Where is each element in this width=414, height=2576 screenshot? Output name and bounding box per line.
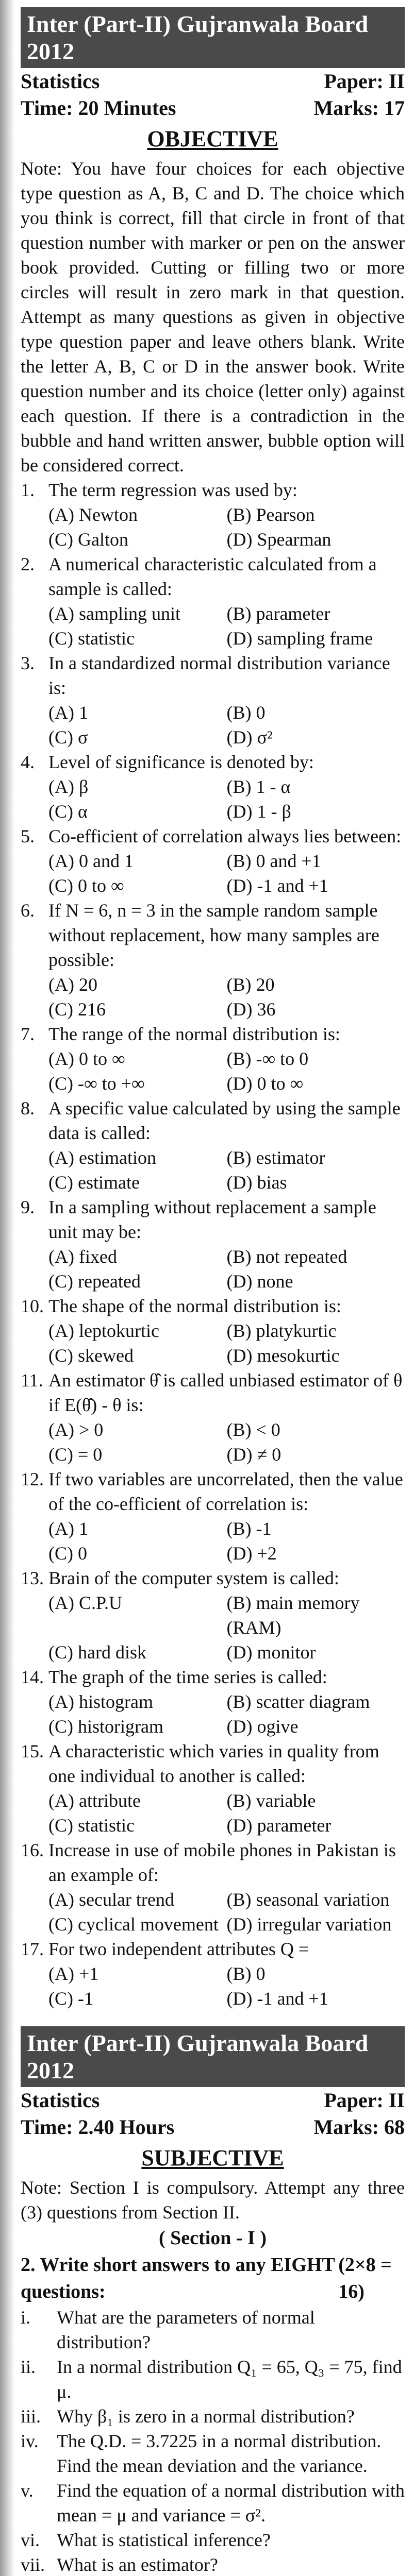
short-question-item bbox=[21, 2354, 405, 2404]
section-title: OBJECTIVE bbox=[147, 126, 278, 151]
short-question-item bbox=[21, 2429, 405, 2478]
item-text: What are the parameters of normal distribution? bbox=[57, 2307, 315, 2352]
question-text: In a standardized normal distribution variance is: bbox=[48, 653, 390, 698]
option: (D) Spearman bbox=[226, 529, 332, 550]
question-text: The graph of the time series is called: bbox=[48, 1667, 327, 1687]
option: (C) historigram bbox=[48, 1716, 163, 1737]
mcq-options bbox=[48, 1417, 405, 1467]
question-number: 12. bbox=[21, 1469, 44, 1489]
option: (A) fixed bbox=[48, 1246, 117, 1267]
marks-allocation: (2×8 = 16) bbox=[338, 2254, 392, 2302]
mcq-question bbox=[21, 651, 405, 700]
option: (C) 0 bbox=[48, 1543, 87, 1564]
question-number: 2. bbox=[21, 2254, 36, 2276]
instructions-note: Note: Section I is compulsory. Attempt any three (3) questions from Section II. bbox=[21, 2177, 405, 2223]
option: (B) variable bbox=[226, 1790, 316, 1811]
mcq-question bbox=[21, 1195, 405, 1244]
spacer bbox=[21, 2011, 405, 2026]
question-text: Level of significance is denoted by: bbox=[48, 752, 314, 772]
option: (D) monitor bbox=[226, 1642, 316, 1663]
option: (B) < 0 bbox=[226, 1419, 280, 1440]
option: (C) α bbox=[48, 801, 88, 822]
question-text: The shape of the normal distribution is: bbox=[48, 1296, 341, 1316]
paper-header: Inter (Part-II) Gujranwala Board 2012 bbox=[21, 7, 405, 68]
paper-label: Paper: II bbox=[324, 70, 405, 93]
option: (A) > 0 bbox=[48, 1419, 104, 1440]
option: (D) ≠ 0 bbox=[226, 1444, 281, 1465]
option: (D) parameter bbox=[226, 1815, 332, 1836]
item-text: Why β₁ is zero in a normal distribution? bbox=[57, 2406, 355, 2427]
mcq-options bbox=[48, 502, 405, 552]
subject-label: Statistics bbox=[21, 70, 100, 93]
option: (A) estimation bbox=[48, 1147, 156, 1168]
mcq-options bbox=[48, 972, 405, 1022]
option: (D) ogive bbox=[226, 1716, 299, 1737]
time-row bbox=[21, 2114, 405, 2141]
question-number: 4. bbox=[21, 752, 35, 772]
option: (A) 20 bbox=[48, 974, 97, 995]
option: (A) histogram bbox=[48, 1691, 153, 1712]
mcq-options bbox=[48, 1590, 405, 1665]
question-text: The range of the normal distribution is: bbox=[48, 1024, 340, 1044]
option: (D) none bbox=[226, 1271, 293, 1292]
mcq-question bbox=[21, 824, 405, 849]
mcq-question bbox=[21, 1566, 405, 1590]
option: (B) -∞ to 0 bbox=[226, 1048, 309, 1069]
mcq-options bbox=[48, 1516, 405, 1566]
option: (D) -1 and +1 bbox=[226, 1988, 328, 2009]
short-question-item bbox=[21, 2478, 405, 2528]
option: (C) statistic bbox=[48, 628, 135, 649]
option: (A) 0 and 1 bbox=[48, 851, 134, 871]
option: (C) -1 bbox=[48, 1988, 93, 2009]
option: (B) not repeated bbox=[226, 1246, 347, 1267]
option: (B) seasonal variation bbox=[226, 1889, 390, 1910]
option: (D) -1 and +1 bbox=[226, 875, 328, 896]
question-text: Brain of the computer system is called: bbox=[48, 1568, 339, 1588]
question-number: 1. bbox=[21, 480, 35, 500]
option: (B) 0 bbox=[226, 1963, 266, 1984]
mcq-options bbox=[48, 700, 405, 750]
mcq-options bbox=[48, 774, 405, 824]
question-text: The term regression was used by: bbox=[48, 480, 297, 500]
item-text: Find the equation of a normal distribution with mean = μ and variance = σ². bbox=[57, 2480, 405, 2526]
mcq-options bbox=[48, 1689, 405, 1739]
paper-header: Inter (Part-II) Gujranwala Board 2012 bbox=[21, 2026, 405, 2087]
mcq-question bbox=[21, 1739, 405, 1788]
short-question-item bbox=[21, 2552, 405, 2576]
question-text: A characteristic which varies in quality from one individual to another is called: bbox=[48, 1741, 379, 1786]
item-text: What is statistical inference? bbox=[57, 2530, 271, 2550]
option: (C) 216 bbox=[48, 999, 106, 1020]
option: (D) sampling frame bbox=[226, 628, 373, 649]
mcq-question bbox=[21, 898, 405, 972]
mcq-question bbox=[21, 750, 405, 774]
question-text: A specific value calculated by using the sample data is called: bbox=[48, 1098, 401, 1143]
mcq-question bbox=[21, 1368, 405, 1417]
mcq-options bbox=[48, 1145, 405, 1195]
item-number: iv. bbox=[21, 2431, 39, 2451]
question-text: Write short answers to any EIGHT questions: bbox=[21, 2254, 335, 2302]
option: (D) +2 bbox=[226, 1543, 277, 1564]
page-edge-shadow bbox=[0, 0, 14, 2576]
mcq-options bbox=[48, 1961, 405, 2011]
option: (D) σ² bbox=[226, 727, 273, 748]
option: (B) main memory (RAM) bbox=[226, 1592, 360, 1638]
question-number: 13. bbox=[21, 1568, 44, 1588]
question-number: 6. bbox=[21, 900, 35, 921]
section-title: SUBJECTIVE bbox=[141, 2145, 284, 2171]
subject-label: Statistics bbox=[21, 2089, 100, 2112]
option: (B) platykurtic bbox=[226, 1320, 337, 1341]
question-number: 15. bbox=[21, 1741, 44, 1761]
section-one-heading: ( Section - I ) bbox=[159, 2227, 267, 2249]
option: (A) 1 bbox=[48, 1518, 88, 1539]
short-question-item bbox=[21, 2305, 405, 2354]
item-number: i. bbox=[21, 2307, 31, 2328]
question-text: Increase in use of mobile phones in Pakistan is an example of: bbox=[48, 1840, 396, 1885]
option: (B) 0 bbox=[226, 702, 266, 723]
option: (C) 0 to ∞ bbox=[48, 875, 124, 896]
mcq-question bbox=[21, 1467, 405, 1516]
option: (D) bias bbox=[226, 1172, 287, 1193]
option: (B) scatter diagram bbox=[226, 1691, 370, 1712]
question-number: 3. bbox=[21, 653, 35, 673]
question-number: 9. bbox=[21, 1197, 35, 1217]
option: (B) Pearson bbox=[226, 504, 315, 525]
option: (C) repeated bbox=[48, 1271, 141, 1292]
question-text: If two variables are uncorrelated, then the value of the co-efficient of correlation is: bbox=[48, 1469, 403, 1514]
option: (C) cyclical movement bbox=[48, 1914, 219, 1935]
option: (A) C.P.U bbox=[48, 1592, 123, 1613]
option: (D) 0 to ∞ bbox=[226, 1073, 304, 1094]
question-number: 10. bbox=[21, 1296, 44, 1316]
paper-label: Paper: II bbox=[324, 2089, 405, 2112]
option: (A) Newton bbox=[48, 504, 138, 525]
mcq-options bbox=[48, 1244, 405, 1294]
item-number: vii. bbox=[21, 2554, 45, 2575]
option: (A) secular trend bbox=[48, 1889, 174, 1910]
option: (A) 1 bbox=[48, 702, 88, 723]
option: (C) = 0 bbox=[48, 1444, 103, 1465]
option: (C) estimate bbox=[48, 1172, 140, 1193]
time-label: Time: 20 Minutes bbox=[21, 96, 176, 120]
item-number: v. bbox=[21, 2480, 34, 2501]
option: (B) parameter bbox=[226, 603, 330, 624]
mcq-question bbox=[21, 1838, 405, 1887]
question-number: 2. bbox=[21, 554, 35, 574]
option: (A) leptokurtic bbox=[48, 1320, 159, 1341]
mcq-options bbox=[48, 601, 405, 651]
short-question-item bbox=[21, 2528, 405, 2552]
option: (B) -1 bbox=[226, 1518, 272, 1539]
subject-row bbox=[21, 68, 405, 95]
question-number: 8. bbox=[21, 1098, 35, 1118]
option: (A) +1 bbox=[48, 1963, 99, 1984]
question-number: 14. bbox=[21, 1667, 44, 1687]
option: (B) 20 bbox=[226, 974, 275, 995]
item-text: What is an estimator? bbox=[57, 2554, 218, 2575]
item-text: In a normal distribution Q₁ = 65, Q₃ = 75, find μ. bbox=[57, 2357, 402, 2402]
mcq-options bbox=[48, 1046, 405, 1096]
option: (C) -∞ to +∞ bbox=[48, 1073, 145, 1094]
question-text: Co-efficient of correlation always lies between: bbox=[48, 826, 402, 846]
question-number: 17. bbox=[21, 1939, 44, 1959]
question-text: If N = 6, n = 3 in the sample random sample without replacement, how many samples are possible: bbox=[48, 900, 379, 970]
option: (B) 0 and +1 bbox=[226, 851, 321, 871]
subject-row bbox=[21, 2087, 405, 2114]
marks-label: Marks: 68 bbox=[313, 2115, 405, 2139]
question-number: 7. bbox=[21, 1024, 35, 1044]
option: (B) estimator bbox=[226, 1147, 325, 1168]
marks-label: Marks: 17 bbox=[313, 96, 405, 120]
mcq-question bbox=[21, 1937, 405, 1961]
option: (A) 0 to ∞ bbox=[48, 1048, 125, 1069]
short-question-item bbox=[21, 2404, 405, 2429]
document-content bbox=[21, 7, 405, 2576]
mcq-question bbox=[21, 478, 405, 502]
mcq-question bbox=[21, 552, 405, 601]
option: (C) Galton bbox=[48, 529, 128, 550]
option: (D) 1 - β bbox=[226, 801, 291, 822]
instructions-note: Note: You have four choices for each objective type question as A, B, C and D. The choice which you think is correct, fill that circle in front of that question number with marker or pen on the answer book provided. Cutting or filling two or more circles will result in zero mark in that question. Attempt as many questions as given in objective type question paper and leave others blank. Write the letter A, B, C or D in the answer book. Write question number and its choice (letter only) against each question. If there is a contradiction in the bubble and hand written answer, bubble option will be considered correct. bbox=[21, 158, 405, 476]
option: (C) skewed bbox=[48, 1345, 134, 1366]
option: (A) sampling unit bbox=[48, 603, 180, 624]
option: (C) hard disk bbox=[48, 1642, 146, 1663]
mcq-question bbox=[21, 1022, 405, 1046]
option: (B) 1 - α bbox=[226, 776, 291, 797]
question-text: For two independent attributes Q = bbox=[48, 1939, 309, 1959]
question-number: 11. bbox=[21, 1370, 43, 1391]
question-text: A numerical characteristic calculated from a sample is called: bbox=[48, 554, 377, 599]
mcq-options bbox=[48, 1887, 405, 1937]
mcq-question bbox=[21, 1096, 405, 1145]
mcq-question bbox=[21, 1294, 405, 1318]
option: (D) 36 bbox=[226, 999, 276, 1020]
question-number: 5. bbox=[21, 826, 35, 846]
time-row bbox=[21, 95, 405, 122]
question-number: 16. bbox=[21, 1840, 44, 1860]
item-text: The Q.D. = 3.7225 in a normal distribution. Find the mean deviation and the variance. bbox=[57, 2431, 382, 2476]
option: (D) mesokurtic bbox=[226, 1345, 340, 1366]
option: (D) irregular variation bbox=[226, 1914, 392, 1935]
question-text: An estimator θ̂ is called unbiased estimator of θ if E(θ̂) - θ is: bbox=[48, 1370, 403, 1415]
mcq-options bbox=[48, 1318, 405, 1368]
question-text: In a sampling without replacement a sample unit may be: bbox=[48, 1197, 376, 1242]
short-question-title bbox=[21, 2251, 338, 2305]
mcq-options bbox=[48, 849, 405, 898]
short-question-heading bbox=[21, 2251, 405, 2305]
option: (C) statistic bbox=[48, 1815, 135, 1836]
mcq-options bbox=[48, 1788, 405, 1838]
item-number: ii. bbox=[21, 2357, 36, 2377]
item-number: vi. bbox=[21, 2530, 40, 2550]
option: (A) attribute bbox=[48, 1790, 141, 1811]
time-label: Time: 2.40 Hours bbox=[21, 2115, 175, 2139]
mcq-question bbox=[21, 1665, 405, 1689]
option: (A) β bbox=[48, 776, 89, 797]
option: (C) σ bbox=[48, 727, 88, 748]
item-number: iii. bbox=[21, 2406, 41, 2427]
